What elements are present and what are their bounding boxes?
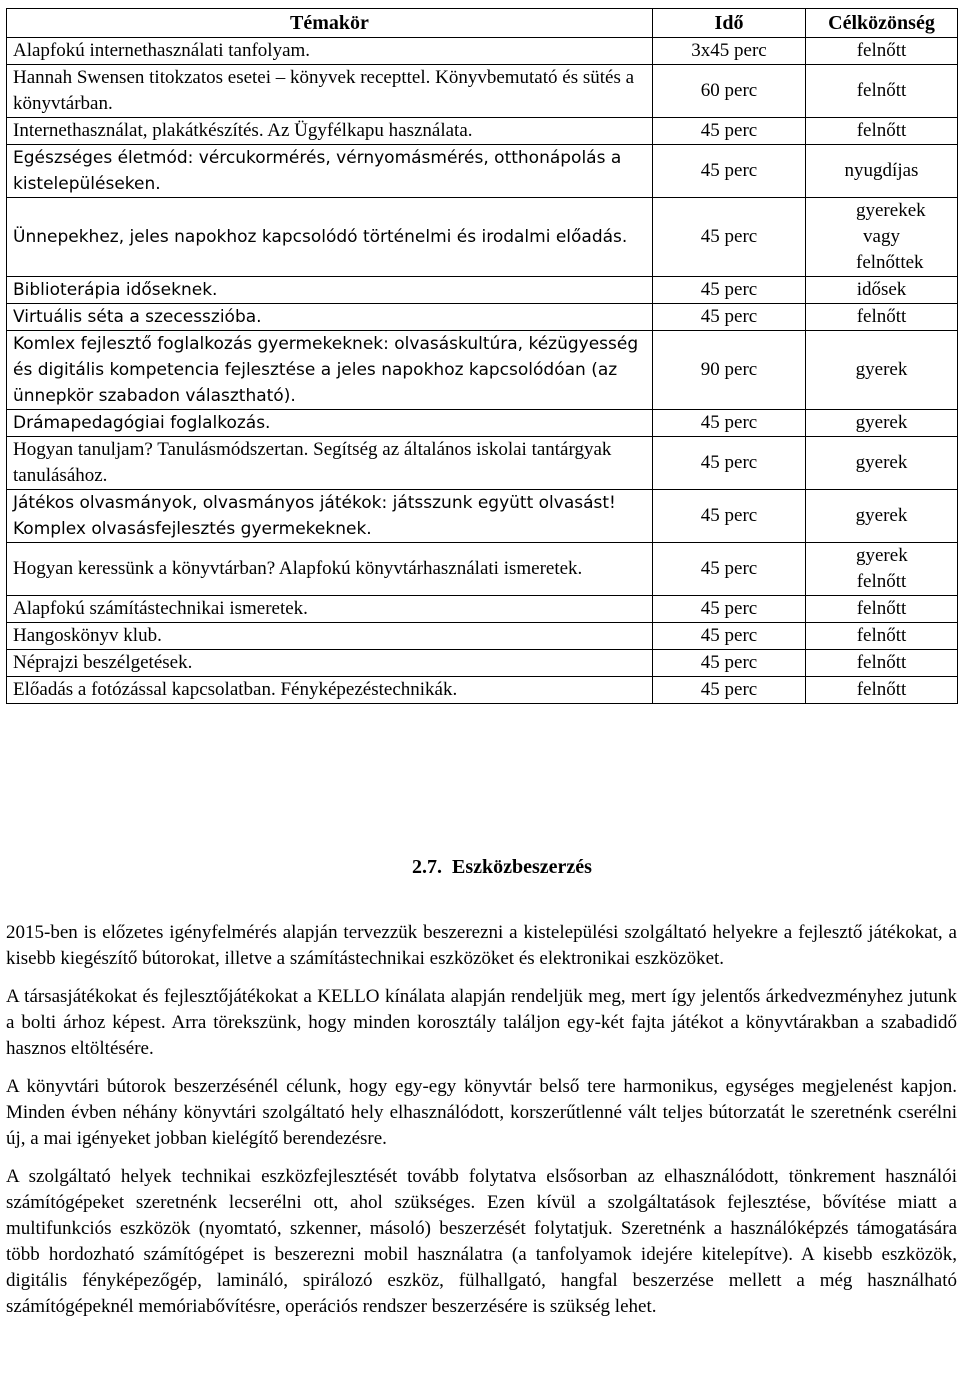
table-row [7, 677, 958, 704]
section-heading [412, 856, 592, 879]
program-table [6, 8, 958, 704]
audience-cell: nyugdíjas [806, 145, 958, 198]
time-cell: 3x45 perc [653, 38, 806, 65]
topic-cell: Néprajzi beszélgetések. [7, 650, 653, 677]
audience-cell: gyerek [806, 490, 958, 543]
table-row [7, 118, 958, 145]
audience-cell: felnőtt [806, 623, 958, 650]
table-row [7, 304, 958, 331]
audience-cell: felnőtt [806, 677, 958, 704]
time-cell: 45 perc [653, 543, 806, 596]
audience-cell: felnőtt [806, 596, 958, 623]
audience-cell: felnőtt [806, 38, 958, 65]
topic-cell: Hogyan keressünk a könyvtárban? Alapfokú könyvtárhasználati ismeretek. [7, 543, 653, 596]
table-header-row [7, 9, 958, 38]
topic-cell: Biblioterápia időseknek. [7, 277, 653, 304]
paragraph: 2015-ben is előzetes igényfelmérés alapján tervezzük beszerezni a kistelepülési szolgáltató helyekre a fejlesztő játékokat, a kisebb kiegészítő bútorokat, illetve a számítástechnikai eszközöket és elektronikai eszközöket. [6, 922, 957, 969]
time-cell: 45 perc [653, 490, 806, 543]
audience-cell: idősek [806, 277, 958, 304]
table-row [7, 410, 958, 437]
topic-cell: Komlex fejlesztő foglalkozás gyermekeknek: olvasáskultúra, kézügyesség és digitális kompetencia fejlesztése a jeles napokhoz kapcsolódóan (az ünnepkör szabadon választható). [7, 331, 653, 410]
audience-cell: gyerek [806, 437, 958, 490]
time-cell: 45 perc [653, 277, 806, 304]
time-cell: 45 perc [653, 623, 806, 650]
audience-cell: felnőtt [806, 118, 958, 145]
section-title: Eszközbeszerzés [452, 856, 592, 878]
table-row [7, 543, 958, 596]
audience-cell: felnőtt [806, 650, 958, 677]
table-row [7, 331, 958, 410]
paragraph: A társasjátékokat és fejlesztőjátékokat a KELLO kínálata alapján rendeljük meg, mert így jelentős árkedvezményhez jutunk a bolti árhoz képest. Arra törekszünk, hogy minden korosztály találjon egy-két fajta játékot a könyvtárakban a szabadidő hasznos eltöltésére. [6, 986, 957, 1059]
topic-cell: Virtuális séta a szecesszióba. [7, 304, 653, 331]
audience-cell: felnőtt [806, 304, 958, 331]
table-row [7, 437, 958, 490]
header-audience: Célközönség [806, 9, 958, 38]
topic-cell: Drámapedagógiai foglalkozás. [7, 410, 653, 437]
audience-cell: gyerek felnőtt [806, 543, 958, 596]
time-cell: 45 perc [653, 118, 806, 145]
header-topic: Témakör [7, 9, 653, 38]
section-body [6, 920, 957, 1332]
time-cell: 45 perc [653, 198, 806, 277]
topic-cell: Előadás a fotózással kapcsolatban. Fényképezéstechnikák. [7, 677, 653, 704]
time-cell: 90 perc [653, 331, 806, 410]
topic-cell: Alapfokú számítástechnikai ismeretek. [7, 596, 653, 623]
time-cell: 45 perc [653, 145, 806, 198]
audience-cell: gyerek [806, 331, 958, 410]
table-row [7, 65, 958, 118]
paragraph: A szolgáltató helyek technikai eszközfejlesztését tovább folytatva elsősorban az elhasználódott, tönkrement használói számítógépeket szeretnénk lecserélni ott, ahol szükséges. Ezen kívül a szolgáltatások fejlesztése, bővítése miatt a multifunkciós eszközök (nyomtató, szkenner, másoló) beszerzését folytatjuk. Szeretnénk a használóképzés támogatására több hordozható számítógépet is beszerezni mobil használatra (a tanfolyamok idejére kitelepítve). A kisebb eszközök, digitális fényképezőgép, lamináló, spirálozó eszköz, fülhallgató, hangfal beszerzése mellett a még használható számítógépeknél memóriabővítésre, operációs rendszer beszerzésére is szükség lehet. [6, 1166, 957, 1317]
time-cell: 45 perc [653, 304, 806, 331]
time-cell: 45 perc [653, 410, 806, 437]
header-time: Idő [653, 9, 806, 38]
time-cell: 60 perc [653, 65, 806, 118]
audience-cell: gyerekek vagy felnőttek [806, 198, 958, 277]
table-row [7, 145, 958, 198]
time-cell: 45 perc [653, 677, 806, 704]
audience-cell: gyerek [806, 410, 958, 437]
table-row [7, 596, 958, 623]
topic-cell: Alapfokú internethasználati tanfolyam. [7, 38, 653, 65]
audience-cell: felnőtt [806, 65, 958, 118]
table-row [7, 277, 958, 304]
topic-cell: Ünnepekhez, jeles napokhoz kapcsolódó történelmi és irodalmi előadás. [7, 198, 653, 277]
topic-cell: Hogyan tanuljam? Tanulásmódszertan. Segítség az általános iskolai tantárgyak tanulásához. [7, 437, 653, 490]
topic-cell: Egészséges életmód: vércukormérés, vérnyomásmérés, otthonápolás a kistelepüléseken. [7, 145, 653, 198]
time-cell: 45 perc [653, 596, 806, 623]
topic-cell: Hangoskönyv klub. [7, 623, 653, 650]
table-row [7, 623, 958, 650]
table-row [7, 490, 958, 543]
time-cell: 45 perc [653, 437, 806, 490]
time-cell: 45 perc [653, 650, 806, 677]
paragraph: A könyvtári bútorok beszerzésénél célunk, hogy egy-egy könyvtár belső tere harmonikus, egységes megjelenést kapjon. Minden évben néhány könyvtári szolgáltató hely elhasználódott, korszerűtlenné vált teljes bútorzatát le szeretnénk cserélni új, a mai igényeket jobban kielégítő berendezésre. [6, 1076, 957, 1149]
table-row [7, 198, 958, 277]
topic-cell: Hannah Swensen titokzatos esetei – könyvek recepttel. Könyvbemutató és sütés a könyvtárban. [7, 65, 653, 118]
topic-cell: Játékos olvasmányok, olvasmányos játékok: játsszunk együtt olvasást! Komplex olvasásfejlesztés gyermekeknek. [7, 490, 653, 543]
topic-cell: Internethasználat, plakátkészítés. Az Ügyfélkapu használata. [7, 118, 653, 145]
table-row [7, 38, 958, 65]
section-number: 2.7. [412, 856, 442, 878]
table-row [7, 650, 958, 677]
